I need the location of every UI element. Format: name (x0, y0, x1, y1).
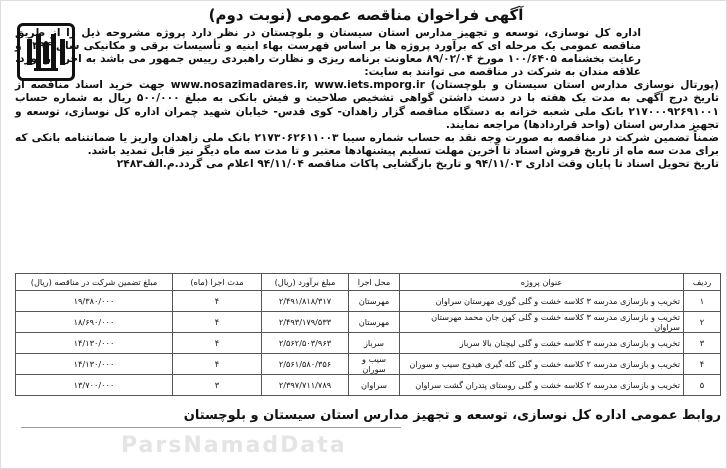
project-estimate: ۲/۴۹۳/۱۷۹/۵۳۳ (262, 312, 349, 333)
header-duration: مدت اجرا (ماه) (173, 274, 262, 291)
table-row (16, 375, 721, 396)
project-duration: ۴ (173, 354, 262, 375)
header-guarantee: مبلغ تضمین شرکت در مناقصه (ریال) (16, 274, 173, 291)
public-relations-signature: روابط عمومی اداره کل نوسازی، توسعه و تجهیز مدارس استان سیستان و بلوچستان (183, 408, 721, 423)
paragraph-guarantee: ضمناً تضمین شرکت در مناقصه به صورت وجه نقد به حساب شماره سیبا ۲۱۷۳۰۶۲۶۱۱۰۰۳ بانک ملی زاهدان واریز یا ضمانتنامه بانکی که برای مدت سه ماه از تاریخ فروش اسناد تا آخرین مهلت تسلیم پیشنهادها معتبر و تا مدت سه ماه دیگر نیز قابل تمدید باشد. (15, 131, 719, 157)
notice-title: آگهی فراخوان مناقصه عمومی (نوبت دوم) (208, 6, 524, 24)
table-row (16, 333, 721, 354)
paragraph-dates: تاریخ تحویل اسناد تا پایان وقت اداری ۹۴/۱۱/۰۳ و تاریخ بازگشایی پاکات مناقصه ۹۴/۱۱/۰۴ اعلام می گردد.م.الف۲۴۸۳ (116, 157, 719, 170)
project-title: تخریب و بازسازی مدرسه ۳ کلاسه خشت و گلی گوری مهرستان سراوان (400, 291, 684, 312)
row-number: ۵ (684, 375, 721, 396)
project-location: سیب و سوران (349, 354, 400, 375)
row-number: ۴ (684, 354, 721, 375)
project-estimate: ۲/۵۶۲/۵۰۳/۹۶۳ (262, 333, 349, 354)
header-estimate: مبلغ برآورد (ریال) (262, 274, 349, 291)
footer-divider (21, 427, 401, 428)
project-guarantee: ۱۳/۷۰۰/۰۰۰ (16, 375, 173, 396)
row-number: ۱ (684, 291, 721, 312)
paragraph-documents: (پورتال نوسازی مدارس استان سیستان و بلوچستان) www.nosazimadares.ir, www.iets.mporg.ir جهت خرید اسناد مناقصه از تاریخ درج آگهی به مدت یک هفته با در دست داشتن گواهی تشخیص صلاحیت و فیش بانکی به مبلغ ۵۰۰/۰۰۰ ریال به شماره حساب ۲۱۷۰۰۰۹۲۶۹۱۰۰۱ بانک ملی شعبه خزانه به دستگاه مناقصه گزار زاهدان- کوی قدس- خیابان شهید چمران اداره کل نوسازی، توسعه و تجهیز مدارس استان (واحد قراردادها) مراجعه نمایند. (15, 79, 720, 131)
header-location: محل اجرا (349, 274, 400, 291)
project-location: مهرستان (349, 312, 400, 333)
project-title: تخریب و بازسازی مدرسه ۳ کلاسه خشت و گلی لیچنان بالا سرباز (400, 333, 684, 354)
project-location: سرباز (349, 333, 400, 354)
notice-body (15, 27, 719, 171)
table-header-row (16, 274, 721, 291)
project-guarantee: ۱۸/۶۹۰/۰۰۰ (16, 312, 173, 333)
projects-table (15, 273, 721, 396)
table-row (16, 312, 721, 333)
header-project-title: عنوان پروژه (400, 274, 684, 291)
project-duration: ۴ (173, 333, 262, 354)
project-estimate: ۲/۳۹۷/۷۱۱/۷۸۹ (262, 375, 349, 396)
project-guarantee: ۱۴/۱۳۰/۰۰۰ (16, 354, 173, 375)
project-location: سراوان (349, 375, 400, 396)
table-row (16, 291, 721, 312)
project-title: تخریب و بازسازی مدرسه ۲ کلاسه خشت و گلی روستای پتدران گشت سراوان (400, 375, 684, 396)
project-estimate: ۲/۴۹۱/۸۱۸/۳۱۷ (262, 291, 349, 312)
header-row-number: ردیف (684, 274, 721, 291)
paragraph-intro: اداره کل نوسازی، توسعه و تجهیز مدارس استان سیستان و بلوچستان در نظر دارد پروژه مشروحه ذیل را از طریق مناقصه عمومی یک مرحله ای که برآورد پروژه ها بر اساس فهرست بهاء ابنیه و تأسیسات برقی و مکانیکی سال ۱۳۹۴ و رعایت بخشنامه ۱۰۰/۶۴۰۵ مورخ ۸۹/۰۲/۰۴ معاونت برنامه ریزی و نظارت راهبردی رییس جمهور می باشد به اجرا در آورد. علاقه مندان به شرکت در مناقصه می توانند به سایت: (15, 27, 641, 79)
project-duration: ۴ (173, 291, 262, 312)
project-guarantee: ۱۹/۳۸۰/۰۰۰ (16, 291, 173, 312)
table-row (16, 354, 721, 375)
project-guarantee: ۱۴/۱۳۰/۰۰۰ (16, 333, 173, 354)
project-estimate: ۲/۵۶۱/۵۸۰/۳۵۶ (262, 354, 349, 375)
project-duration: ۳ (173, 375, 262, 396)
project-duration: ۴ (173, 312, 262, 333)
watermark: ParsNamadData (121, 433, 347, 458)
project-title: تخریب و بازسازی مدرسه ۲ کلاسه خشت و گلی کله گیری هیدوج سیب و سوران (400, 354, 684, 375)
row-number: ۲ (684, 312, 721, 333)
row-number: ۳ (684, 333, 721, 354)
project-location: مهرستان (349, 291, 400, 312)
project-title: تخریب و بازسازی مدرسه ۳ کلاسه خشت و گلی کهن جان محمد مهرستان سراوان (400, 312, 684, 333)
